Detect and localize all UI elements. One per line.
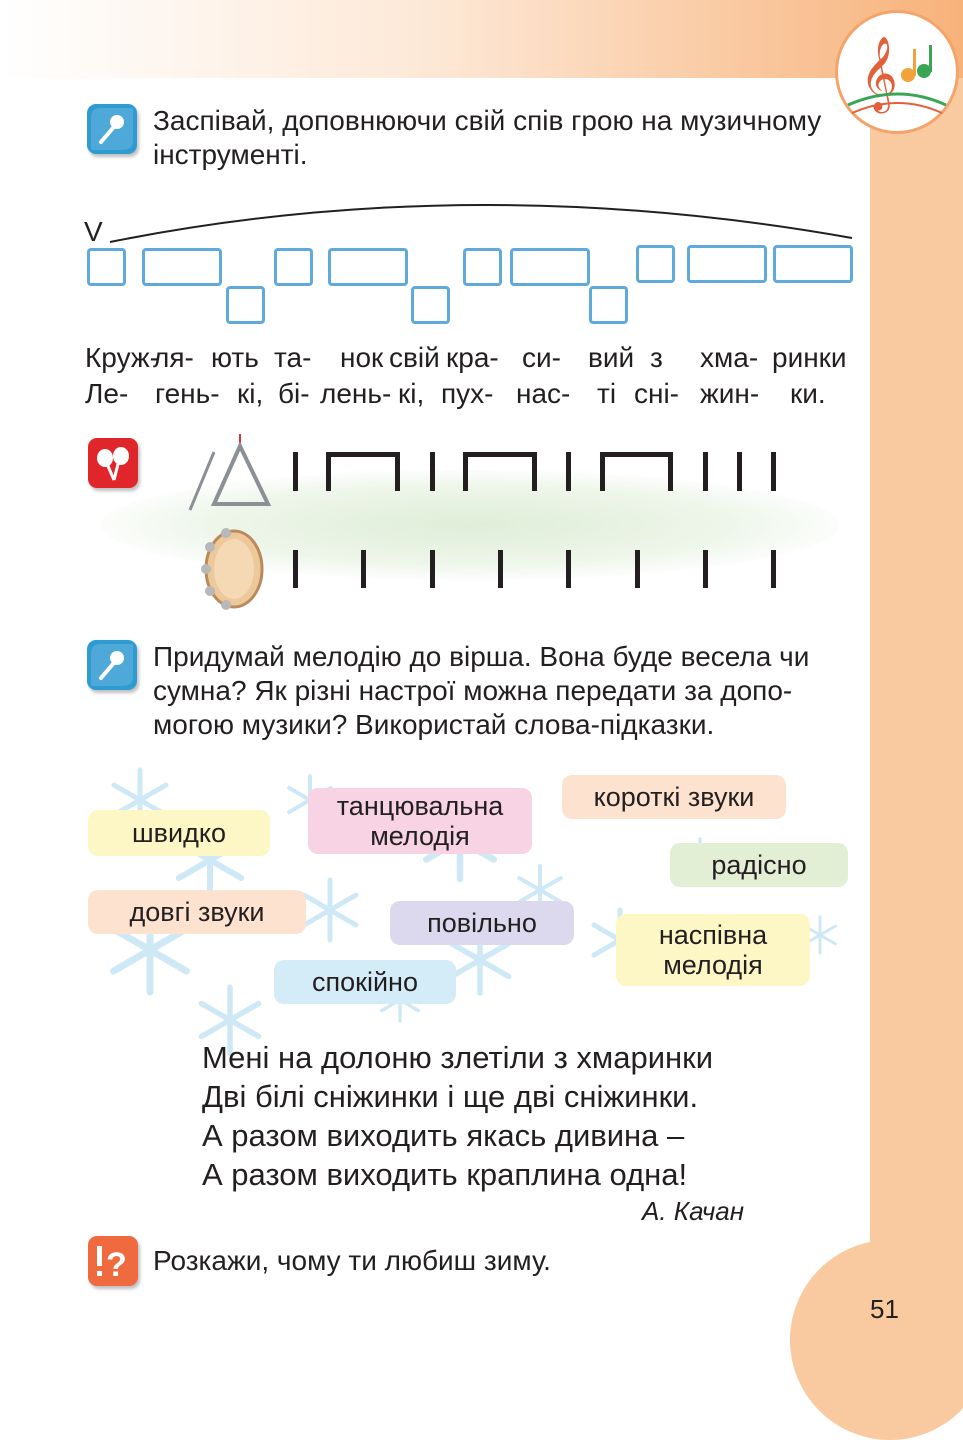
syllable: гень- — [155, 378, 220, 409]
eighth-pair-mark — [600, 452, 605, 491]
hint-label-line2: мелодія — [370, 821, 470, 851]
quarter-beat-mark — [293, 452, 298, 491]
maracas-icon — [88, 438, 138, 488]
tambourine-icon — [196, 525, 268, 618]
syllable: сні- — [634, 378, 680, 409]
eighth-beam — [463, 452, 537, 457]
svg-text:𝄞: 𝄞 — [860, 37, 898, 111]
eighth-beam — [326, 452, 400, 457]
syllable: вий — [588, 342, 635, 373]
rhythm-box — [773, 245, 853, 283]
syllable: кі, — [398, 378, 425, 409]
syllable: хма- — [700, 342, 759, 373]
syllable: Круж- — [85, 342, 159, 373]
rhythm-box — [589, 286, 628, 324]
syllable: ки. — [790, 378, 826, 409]
hint-tag-tantsiuvalna — [308, 788, 532, 854]
poem-line1: Мені на долоню злетіли з хмаринки — [202, 1040, 714, 1075]
phrase-arc — [100, 190, 860, 250]
eighth-pair-mark — [395, 452, 400, 491]
hint-label: повільно — [427, 908, 537, 938]
task2-text-line1: Придумай мелодію до вірша. Вона буде весела чи — [153, 641, 810, 672]
hint-label: спокійно — [312, 967, 418, 997]
poem-line4: А разом виходить краплина одна! — [202, 1157, 688, 1192]
quarter-beat-mark — [566, 452, 571, 491]
task1-text-line1: Заспівай, доповнюючи свій спів грою на музичному — [153, 105, 822, 136]
syllable: си- — [522, 342, 561, 373]
syllable: ринки — [772, 342, 847, 373]
rhythm-box — [510, 248, 590, 286]
syllable: лень- — [320, 378, 392, 409]
task2-text-line2: сумна? Як різні настрої можна передати за допо- — [153, 675, 793, 706]
poem-line2: Дві білі сніжинки і ще дві сніжинки. — [202, 1079, 699, 1114]
task3-text: Розкажи, чому ти любиш зиму. — [153, 1245, 551, 1276]
rhythm-box — [226, 286, 265, 324]
hint-label: швидко — [132, 818, 226, 848]
rhythm-box — [411, 286, 450, 324]
quarter-beat-mark — [498, 550, 503, 588]
bottom-decor-corner — [790, 1240, 963, 1440]
syllable: нок — [340, 342, 384, 373]
quarter-beat-mark — [737, 452, 742, 491]
syllable: ті — [597, 378, 617, 409]
rhythm-box — [636, 245, 675, 283]
breath-mark: V — [84, 216, 103, 247]
poem-author: А. Качан — [642, 1196, 745, 1226]
rhythm-box — [274, 248, 313, 286]
quarter-beat-mark — [361, 550, 366, 588]
syllable: бі- — [278, 378, 310, 409]
hint-tag-dovhi — [88, 890, 306, 934]
hint-tag-naspivna — [616, 914, 810, 986]
right-decor-band — [870, 78, 963, 1394]
quarter-beat-mark — [703, 550, 708, 588]
hint-label-line2: мелодія — [663, 950, 763, 980]
hint-label: довгі звуки — [129, 897, 265, 927]
eighth-pair-mark — [463, 452, 468, 491]
task1-text-line2: інструменті. — [153, 139, 308, 170]
syllable: жин- — [700, 378, 760, 409]
syllable: нас- — [516, 378, 571, 409]
page-number: 51 — [870, 1294, 899, 1324]
task1-text — [153, 104, 821, 172]
quarter-beat-mark — [771, 550, 776, 588]
hint-tag-shvydko — [88, 810, 270, 856]
quarter-beat-mark — [771, 452, 776, 491]
hint-tag-povilno — [390, 901, 574, 945]
hint-label-line1: танцювальна — [336, 791, 504, 821]
quarter-beat-mark — [703, 452, 708, 491]
eighth-pair-mark — [532, 452, 537, 491]
hint-label-line1: наспівна — [658, 920, 768, 950]
hint-tag-korotki — [562, 775, 786, 819]
rhythm-box — [142, 248, 222, 286]
eighth-beam — [600, 452, 673, 457]
task2-text — [153, 640, 809, 742]
quarter-beat-mark — [293, 550, 298, 588]
hint-tag-spokiino — [274, 960, 456, 1004]
syllable: пух- — [441, 378, 494, 409]
rhythm-box — [87, 248, 126, 286]
poem — [202, 1038, 713, 1194]
rhythm-box — [463, 248, 502, 286]
syllable: кра- — [446, 342, 499, 373]
syllable: з — [650, 342, 663, 373]
syllable: свій — [389, 342, 440, 373]
hint-label: короткі звуки — [593, 782, 755, 812]
quarter-beat-mark — [635, 550, 640, 588]
quarter-beat-mark — [430, 550, 435, 588]
syllable: ють — [211, 342, 259, 373]
poem-line3: А разом виходить якась дивина – — [202, 1118, 685, 1153]
microphone-icon — [87, 640, 137, 690]
syllable: кі, — [237, 378, 264, 409]
syllable: ля- — [153, 342, 194, 373]
question-exclamation-icon — [88, 1236, 138, 1286]
eighth-pair-mark — [668, 452, 673, 491]
quarter-beat-mark — [566, 550, 571, 588]
microphone-icon — [87, 104, 137, 154]
hint-tag-radisno — [670, 843, 848, 887]
rhythm-box — [328, 248, 408, 286]
treble-clef-notes-icon — [835, 10, 959, 134]
svg-text:?: ? — [106, 1246, 127, 1284]
quarter-beat-mark — [430, 452, 435, 491]
triangle-icon — [184, 432, 274, 522]
rhythm-box — [687, 245, 767, 283]
eighth-pair-mark — [326, 452, 331, 491]
hint-label: радісно — [711, 850, 807, 880]
top-decor-band — [0, 0, 963, 78]
task2-text-line3: могою музики? Використай слова-підказки. — [153, 709, 715, 740]
syllable: та- — [274, 342, 312, 373]
syllable: Ле- — [85, 378, 129, 409]
